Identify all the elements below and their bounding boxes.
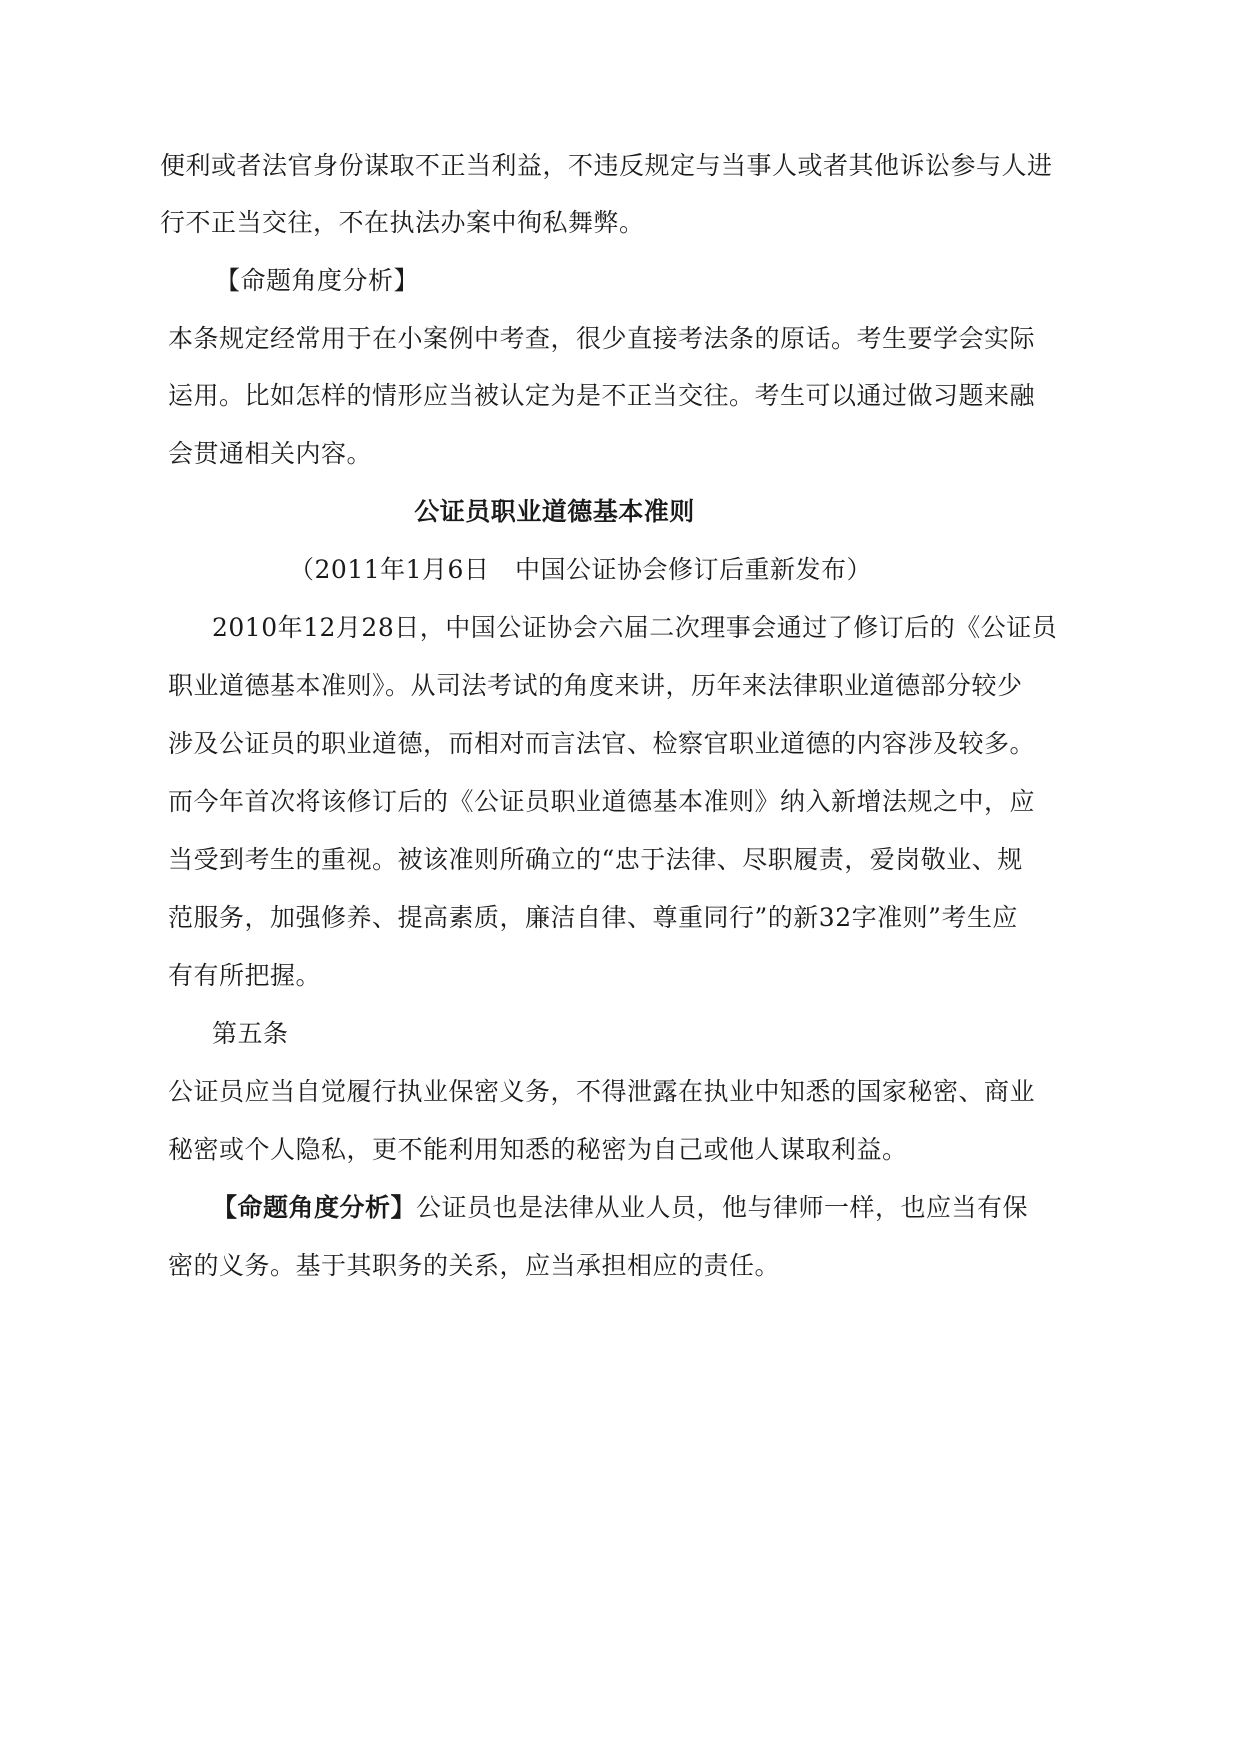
para4-line2: 秘密或个人隐私，更不能利用知悉的秘密为自己或他人谋取利益。 <box>168 1135 908 1164</box>
section-subtitle: （2011年1月6日 中国公证协会修订后重新发布） <box>289 555 872 584</box>
section-title: 公证员职业道德基本准则 <box>414 497 695 526</box>
para4-line1: 公证员应当自觉履行执业保密义务，不得泄露在执业中知悉的国家秘密、商业 <box>168 1077 1036 1106</box>
para5-line1-text: 公证员也是法律从业人员，他与律师一样，也应当有保 <box>416 1193 1029 1222</box>
para3-line1: 2010年12月28日，中国公证协会六届二次理事会通过了修订后的《公证员 <box>212 613 1058 642</box>
heading-analysis-1: 【命题角度分析】 <box>215 266 420 295</box>
para2-line3: 会贯通相关内容。 <box>168 439 373 468</box>
para1-line1: 便利或者法官身份谋取不正当利益，不违反规定与当事人或者其他诉讼参与人进 <box>160 151 1053 180</box>
para3-line3: 涉及公证员的职业道德，而相对而言法官、检察官职业道德的内容涉及较多。 <box>168 729 1036 758</box>
para5-line2: 密的义务。基于其职务的关系，应当承担相应的责任。 <box>168 1251 781 1280</box>
heading-analysis-2: 【命题角度分析】 <box>212 1193 417 1222</box>
para2-line1: 本条规定经常用于在小案例中考查，很少直接考法条的原话。考生要学会实际 <box>168 324 1036 353</box>
para2-line2: 运用。比如怎样的情形应当被认定为是不正当交往。考生可以通过做习题来融 <box>168 381 1036 410</box>
para5-line1 <box>212 1192 1028 1224</box>
para3-line5: 当受到考生的重视。被该准则所确立的“忠于法律、尽职履责，爱岗敬业、规 <box>168 845 1023 874</box>
para3-line6: 范服务，加强修养、提高素质，廉洁自律、尊重同行”的新32字准则”考生应 <box>168 903 1018 932</box>
para3-line7: 有有所把握。 <box>168 961 322 990</box>
article-label: 第五条 <box>212 1019 289 1048</box>
para3-line4: 而今年首次将该修订后的《公证员职业道德基本准则》纳入新增法规之中，应 <box>168 787 1036 816</box>
para1-line2: 行不正当交往，不在执法办案中徇私舞弊。 <box>160 208 645 237</box>
para3-line2: 职业道德基本准则》。从司法考试的角度来讲，历年来法律职业道德部分较少 <box>168 671 1023 700</box>
